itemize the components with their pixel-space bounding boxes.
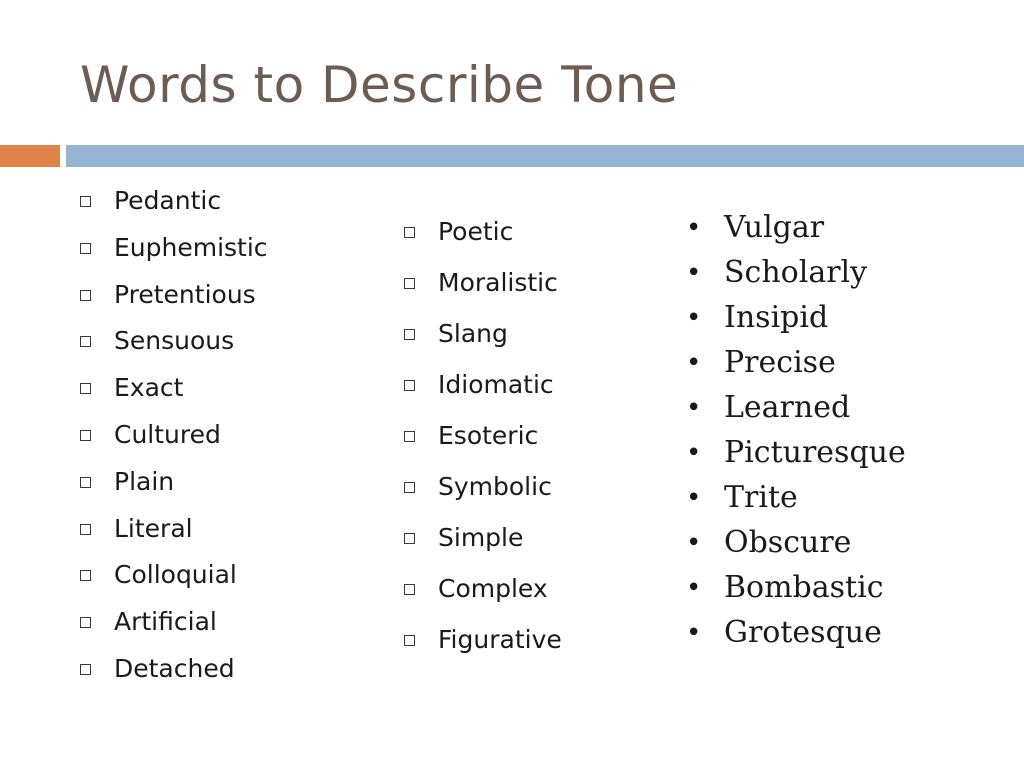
dot-bullet-icon: • [686,213,702,243]
square-bullet-icon [80,617,91,628]
list-item-label: Pretentious [114,279,256,309]
tone-words-column-3 [686,209,906,659]
square-bullet-icon [80,336,91,347]
slide-title: Words to Describe Tone [80,56,679,114]
list-item-label: Moralistic [438,268,558,297]
list-item [404,623,562,674]
tone-words-column-2 [404,215,562,674]
tone-words-column-1 [80,184,268,699]
list-item [404,470,562,521]
list-item [686,254,906,299]
list-item [80,605,268,652]
list-item-label: Complex [438,574,548,603]
list-item [686,434,906,479]
list-item-label: Esoteric [438,421,539,450]
list-item [80,231,268,278]
list-item-label: Precise [724,345,836,380]
list-item-label: Grotesque [724,615,882,650]
list-item-label: Cultured [114,419,221,449]
square-bullet-icon [80,243,91,254]
square-bullet-icon [404,584,415,595]
list-item-label: Euphemistic [114,232,268,262]
list-item [80,558,268,605]
list-item-label: Scholarly [724,255,868,290]
list-item-label: Artificial [114,607,217,637]
list-item [686,524,906,569]
list-item-label: Detached [114,653,235,683]
dot-bullet-icon: • [686,573,702,603]
square-bullet-icon [404,329,415,340]
square-bullet-icon [404,482,415,493]
dot-bullet-icon: • [686,393,702,423]
list-item [80,418,268,465]
square-bullet-icon [80,430,91,441]
list-item-label: Poetic [438,217,514,246]
list-item-label: Insipid [724,300,829,335]
square-bullet-icon [80,196,91,207]
list-item-label: Idiomatic [438,370,554,399]
dot-bullet-icon: • [686,303,702,333]
square-bullet-icon [404,635,415,646]
list-item-label: Vulgar [724,210,825,245]
square-bullet-icon [80,290,91,301]
dot-bullet-icon: • [686,348,702,378]
list-item [686,344,906,389]
list-item [686,389,906,434]
list-item [80,371,268,418]
list-item [686,479,906,524]
accent-bar-blue [66,145,1024,167]
list-item [404,317,562,368]
list-item [80,184,268,231]
list-item [404,521,562,572]
list-item [404,266,562,317]
dot-bullet-icon: • [686,483,702,513]
square-bullet-icon [80,383,91,394]
list-item-label: Symbolic [438,472,552,501]
accent-bar-orange [0,145,60,167]
square-bullet-icon [80,570,91,581]
square-bullet-icon [80,524,91,535]
list-item-label: Figurative [438,625,562,654]
dot-bullet-icon: • [686,438,702,468]
list-item [404,572,562,623]
list-item-label: Literal [114,513,193,543]
list-item-label: Picturesque [724,435,906,470]
list-item-label: Sensuous [114,326,235,356]
list-item-label: Simple [438,523,524,552]
list-item [686,299,906,344]
list-item-label: Colloquial [114,560,237,590]
list-item [686,569,906,614]
square-bullet-icon [80,664,91,675]
list-item-label: Pedantic [114,186,222,215]
square-bullet-icon [404,431,415,442]
list-item [80,278,268,325]
list-item [80,652,268,699]
list-item [80,465,268,512]
list-item [80,324,268,371]
list-item-label: Learned [724,390,851,425]
dot-bullet-icon: • [686,258,702,288]
list-item-label: Exact [114,373,184,403]
list-item-label: Obscure [724,525,852,560]
square-bullet-icon [404,380,415,391]
dot-bullet-icon: • [686,618,702,648]
list-item [686,209,906,254]
list-item [404,419,562,470]
list-item-label: Bombastic [724,570,884,605]
dot-bullet-icon: • [686,528,702,558]
list-item-label: Slang [438,319,508,348]
square-bullet-icon [80,477,91,488]
list-item [404,368,562,419]
list-item [80,512,268,559]
square-bullet-icon [404,278,415,289]
square-bullet-icon [404,533,415,544]
list-item [404,215,562,266]
list-item-label: Trite [724,480,798,515]
list-item [686,614,906,659]
square-bullet-icon [404,227,415,238]
list-item-label: Plain [114,466,175,496]
